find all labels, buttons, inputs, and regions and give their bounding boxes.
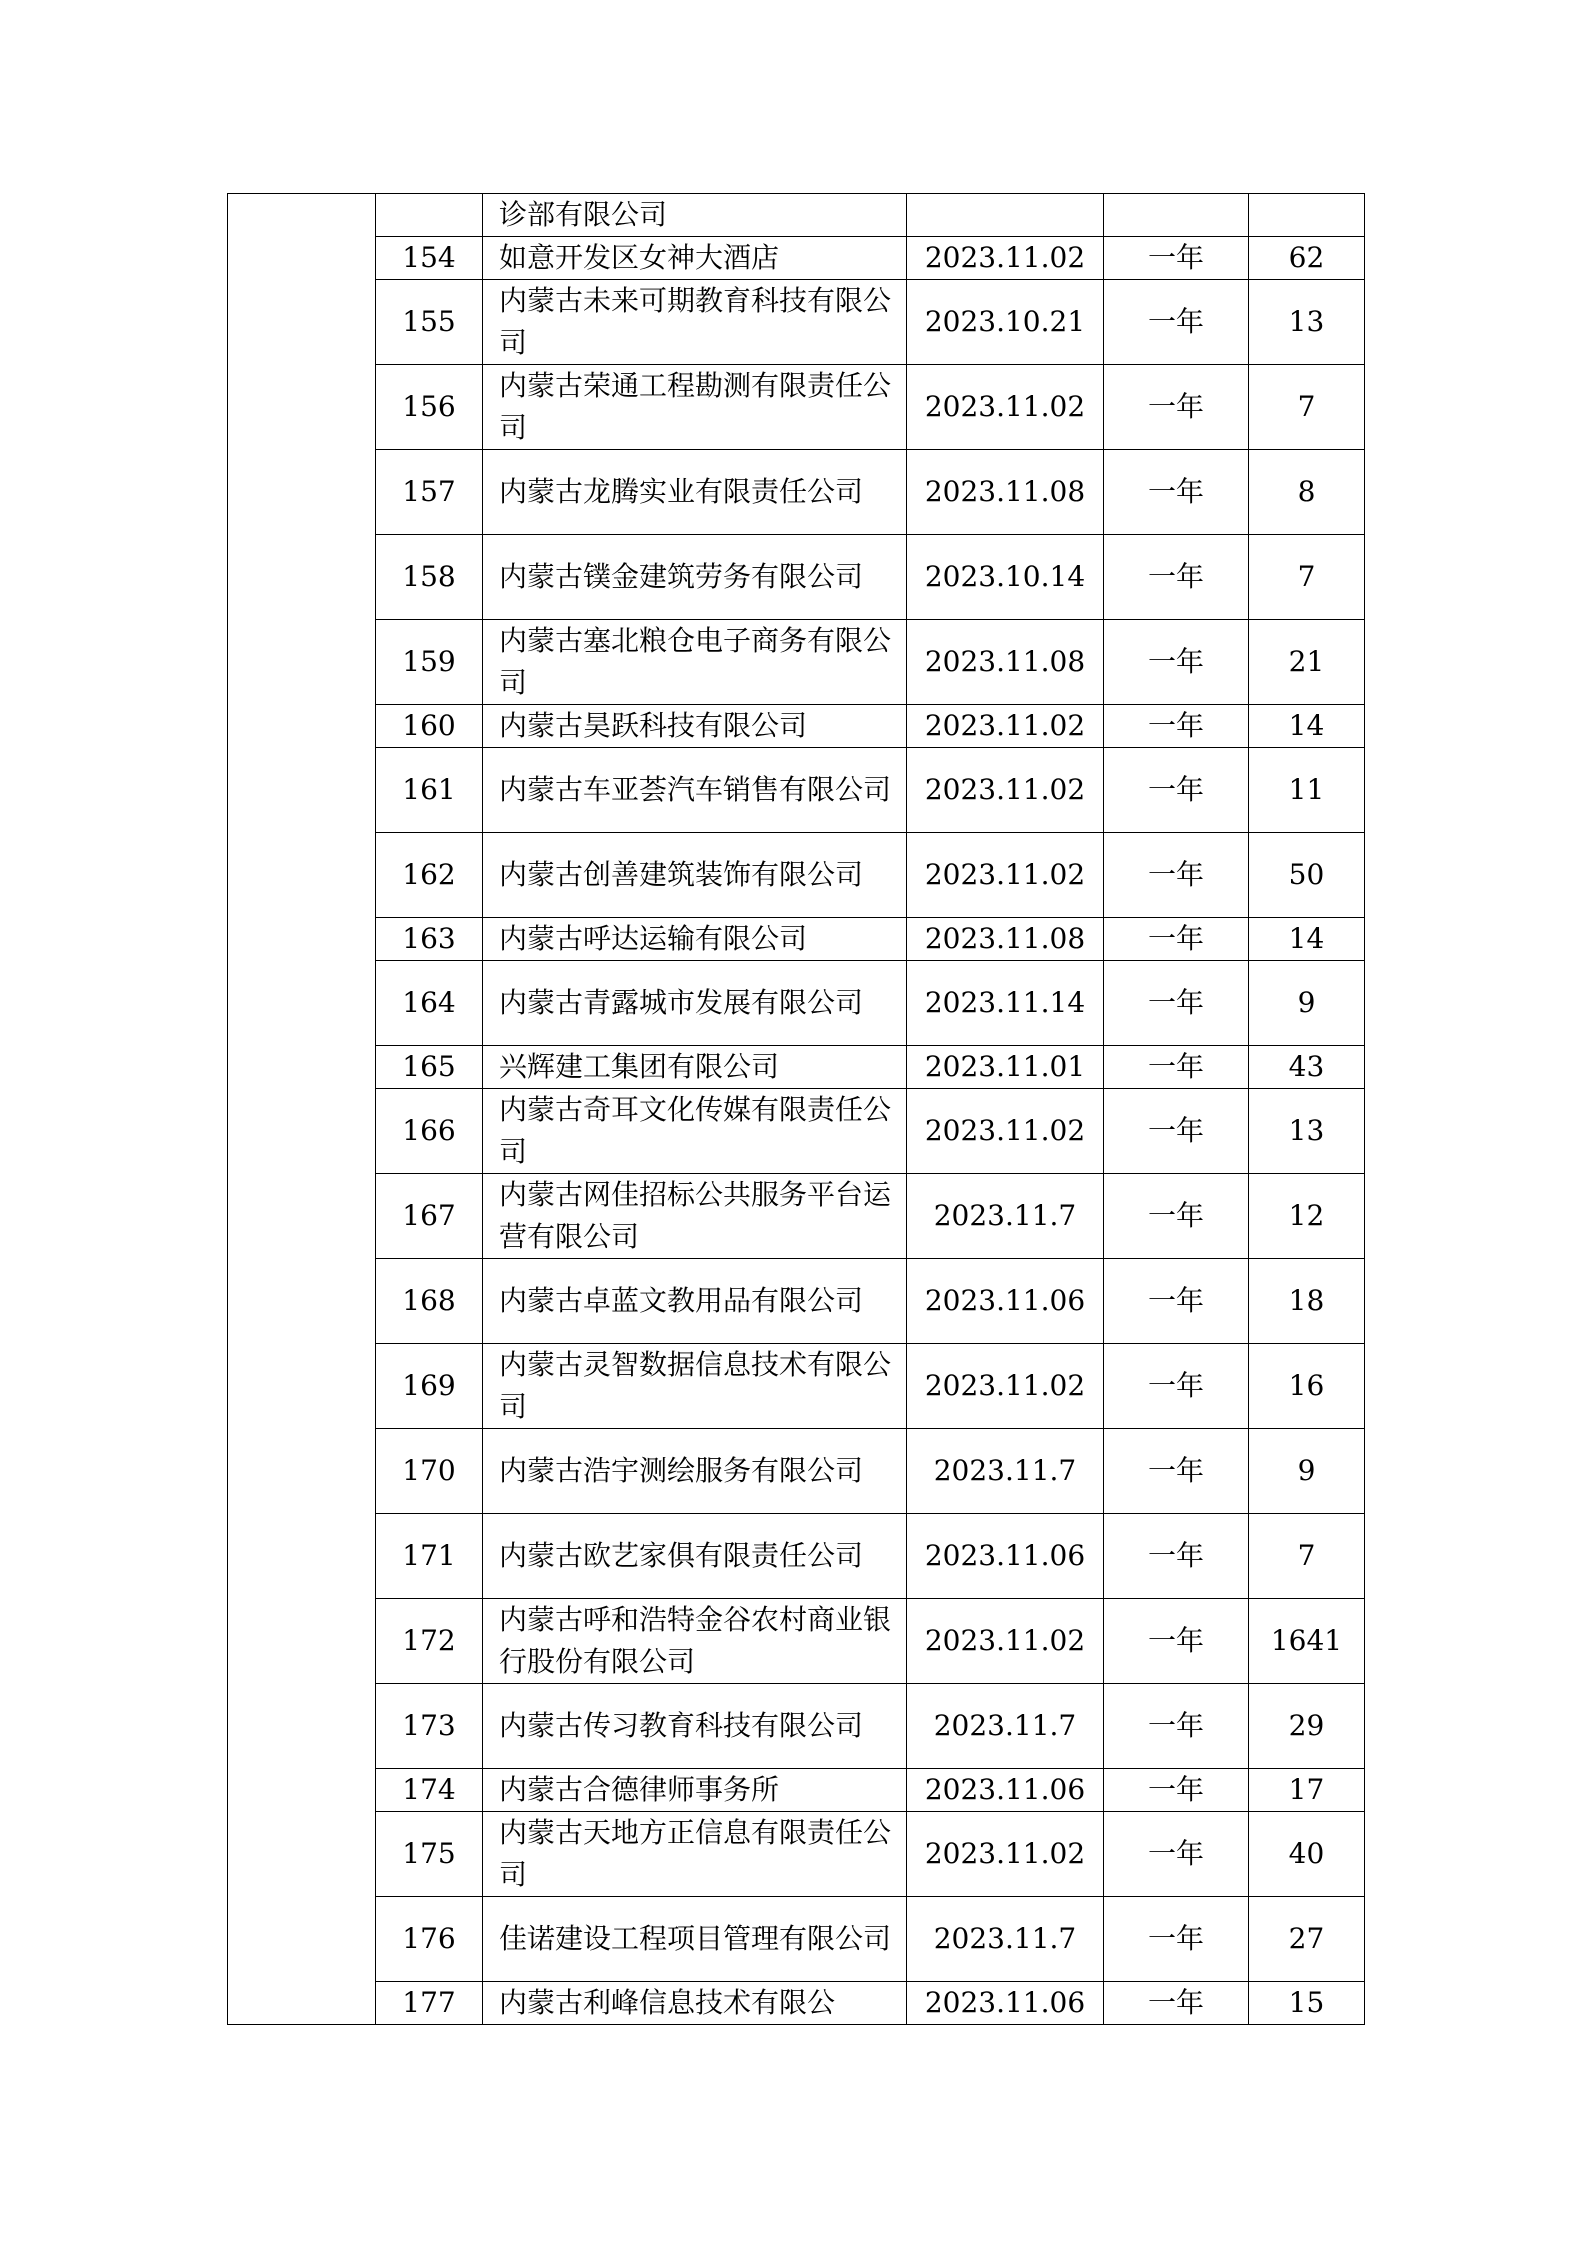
count-cell: 17 [1249, 1769, 1365, 1812]
count-cell: 9 [1249, 1429, 1365, 1514]
row-number: 157 [376, 450, 483, 535]
term-cell: 一年 [1104, 237, 1249, 280]
date-cell: 2023.11.02 [907, 1599, 1104, 1684]
term-cell: 一年 [1104, 1259, 1249, 1344]
row-number: 169 [376, 1344, 483, 1429]
date-cell: 2023.11.14 [907, 961, 1104, 1046]
table-row [228, 1174, 1365, 1259]
row-number: 174 [376, 1769, 483, 1812]
row-number: 165 [376, 1046, 483, 1089]
company-name: 内蒙古欧艺家俱有限责任公司 [483, 1514, 907, 1599]
table-row [228, 961, 1365, 1046]
company-name: 诊部有限公司 [483, 194, 907, 237]
date-cell: 2023.11.08 [907, 450, 1104, 535]
date-cell: 2023.11.02 [907, 1089, 1104, 1174]
company-name: 内蒙古浩宇测绘服务有限公司 [483, 1429, 907, 1514]
table-row [228, 1344, 1365, 1429]
company-name: 内蒙古车亚荟汽车销售有限公司 [483, 748, 907, 833]
company-name: 内蒙古奇耳文化传媒有限责任公司 [483, 1089, 907, 1174]
term-cell: 一年 [1104, 1089, 1249, 1174]
date-cell: 2023.11.08 [907, 918, 1104, 961]
term-cell: 一年 [1104, 620, 1249, 705]
row-number: 161 [376, 748, 483, 833]
date-cell: 2023.11.06 [907, 1769, 1104, 1812]
table-row [228, 1046, 1365, 1089]
count-cell: 11 [1249, 748, 1365, 833]
date-cell: 2023.11.02 [907, 748, 1104, 833]
date-cell: 2023.11.7 [907, 1429, 1104, 1514]
term-cell: 一年 [1104, 1897, 1249, 1982]
date-cell: 2023.11.08 [907, 620, 1104, 705]
row-number: 170 [376, 1429, 483, 1514]
count-cell: 14 [1249, 918, 1365, 961]
date-cell: 2023.11.02 [907, 833, 1104, 918]
term-cell: 一年 [1104, 918, 1249, 961]
count-cell: 13 [1249, 1089, 1365, 1174]
company-name: 内蒙古塞北粮仓电子商务有限公司 [483, 620, 907, 705]
company-name: 兴辉建工集团有限公司 [483, 1046, 907, 1089]
table-row [228, 1982, 1365, 2025]
term-cell: 一年 [1104, 1046, 1249, 1089]
company-name: 内蒙古合德律师事务所 [483, 1769, 907, 1812]
row-number: 164 [376, 961, 483, 1046]
table-row [228, 833, 1365, 918]
table-row [228, 194, 1365, 237]
row-number: 173 [376, 1684, 483, 1769]
company-name: 内蒙古利峰信息技术有限公 [483, 1982, 907, 2025]
count-cell: 29 [1249, 1684, 1365, 1769]
row-number: 171 [376, 1514, 483, 1599]
date-cell: 2023.11.02 [907, 237, 1104, 280]
row-number [376, 194, 483, 237]
term-cell: 一年 [1104, 365, 1249, 450]
count-cell: 43 [1249, 1046, 1365, 1089]
count-cell: 7 [1249, 1514, 1365, 1599]
count-cell: 62 [1249, 237, 1365, 280]
row-number: 162 [376, 833, 483, 918]
count-cell: 40 [1249, 1812, 1365, 1897]
row-number: 177 [376, 1982, 483, 2025]
company-name: 内蒙古创善建筑装饰有限公司 [483, 833, 907, 918]
date-cell: 2023.10.21 [907, 280, 1104, 365]
date-cell: 2023.11.01 [907, 1046, 1104, 1089]
count-cell: 7 [1249, 365, 1365, 450]
table-row [228, 918, 1365, 961]
table-row [228, 1769, 1365, 1812]
term-cell: 一年 [1104, 280, 1249, 365]
table-row [228, 280, 1365, 365]
company-name: 内蒙古未来可期教育科技有限公司 [483, 280, 907, 365]
table-row [228, 748, 1365, 833]
count-cell: 21 [1249, 620, 1365, 705]
term-cell: 一年 [1104, 1344, 1249, 1429]
table-row [228, 1259, 1365, 1344]
term-cell: 一年 [1104, 1769, 1249, 1812]
count-cell: 18 [1249, 1259, 1365, 1344]
row-number: 159 [376, 620, 483, 705]
term-cell: 一年 [1104, 748, 1249, 833]
table-row [228, 365, 1365, 450]
company-name: 内蒙古卓蓝文教用品有限公司 [483, 1259, 907, 1344]
date-cell: 2023.11.7 [907, 1897, 1104, 1982]
company-name: 内蒙古灵智数据信息技术有限公司 [483, 1344, 907, 1429]
term-cell: 一年 [1104, 1429, 1249, 1514]
count-cell: 8 [1249, 450, 1365, 535]
count-cell: 12 [1249, 1174, 1365, 1259]
row-number: 172 [376, 1599, 483, 1684]
row-number: 176 [376, 1897, 483, 1982]
row-number: 163 [376, 918, 483, 961]
term-cell: 一年 [1104, 535, 1249, 620]
date-cell: 2023.11.06 [907, 1514, 1104, 1599]
row-number: 167 [376, 1174, 483, 1259]
row-number: 168 [376, 1259, 483, 1344]
date-cell: 2023.11.02 [907, 705, 1104, 748]
table-row [228, 450, 1365, 535]
term-cell: 一年 [1104, 1174, 1249, 1259]
row-number: 175 [376, 1812, 483, 1897]
term-cell: 一年 [1104, 1514, 1249, 1599]
company-name: 内蒙古传习教育科技有限公司 [483, 1684, 907, 1769]
date-cell [907, 194, 1104, 237]
company-name: 佳诺建设工程项目管理有限公司 [483, 1897, 907, 1982]
company-name: 内蒙古呼和浩特金谷农村商业银行股份有限公司 [483, 1599, 907, 1684]
term-cell: 一年 [1104, 1982, 1249, 2025]
date-cell: 2023.11.02 [907, 365, 1104, 450]
date-cell: 2023.11.7 [907, 1174, 1104, 1259]
count-cell: 15 [1249, 1982, 1365, 2025]
table-row [228, 1089, 1365, 1174]
date-cell: 2023.11.06 [907, 1982, 1104, 2025]
count-cell: 14 [1249, 705, 1365, 748]
row-number: 158 [376, 535, 483, 620]
table-row [228, 237, 1365, 280]
row-number: 160 [376, 705, 483, 748]
company-name: 如意开发区女神大酒店 [483, 237, 907, 280]
date-cell: 2023.11.06 [907, 1259, 1104, 1344]
company-name: 内蒙古天地方正信息有限责任公司 [483, 1812, 907, 1897]
table-row [228, 705, 1365, 748]
term-cell: 一年 [1104, 450, 1249, 535]
company-name: 内蒙古网佳招标公共服务平台运营有限公司 [483, 1174, 907, 1259]
row-number: 155 [376, 280, 483, 365]
table-row [228, 620, 1365, 705]
company-name: 内蒙古荣通工程勘测有限责任公司 [483, 365, 907, 450]
count-cell: 13 [1249, 280, 1365, 365]
merged-category-cell [228, 194, 376, 2025]
company-name: 内蒙古呼达运输有限公司 [483, 918, 907, 961]
table-row [228, 1429, 1365, 1514]
term-cell: 一年 [1104, 1599, 1249, 1684]
count-cell: 9 [1249, 961, 1365, 1046]
count-cell: 50 [1249, 833, 1365, 918]
company-name: 内蒙古龙腾实业有限责任公司 [483, 450, 907, 535]
count-cell: 16 [1249, 1344, 1365, 1429]
term-cell: 一年 [1104, 1684, 1249, 1769]
date-cell: 2023.11.02 [907, 1812, 1104, 1897]
table-row [228, 1514, 1365, 1599]
company-name: 内蒙古青露城市发展有限公司 [483, 961, 907, 1046]
count-cell [1249, 194, 1365, 237]
registration-table [227, 193, 1365, 2025]
table-row [228, 535, 1365, 620]
table-row [228, 1812, 1365, 1897]
term-cell [1104, 194, 1249, 237]
term-cell: 一年 [1104, 705, 1249, 748]
date-cell: 2023.11.02 [907, 1344, 1104, 1429]
table-row [228, 1684, 1365, 1769]
term-cell: 一年 [1104, 1812, 1249, 1897]
table-row [228, 1599, 1365, 1684]
term-cell: 一年 [1104, 833, 1249, 918]
date-cell: 2023.10.14 [907, 535, 1104, 620]
row-number: 154 [376, 237, 483, 280]
term-cell: 一年 [1104, 961, 1249, 1046]
table-row [228, 1897, 1365, 1982]
count-cell: 1641 [1249, 1599, 1365, 1684]
row-number: 166 [376, 1089, 483, 1174]
count-cell: 7 [1249, 535, 1365, 620]
count-cell: 27 [1249, 1897, 1365, 1982]
row-number: 156 [376, 365, 483, 450]
date-cell: 2023.11.7 [907, 1684, 1104, 1769]
company-name: 内蒙古镤金建筑劳务有限公司 [483, 535, 907, 620]
company-name: 内蒙古昊跃科技有限公司 [483, 705, 907, 748]
